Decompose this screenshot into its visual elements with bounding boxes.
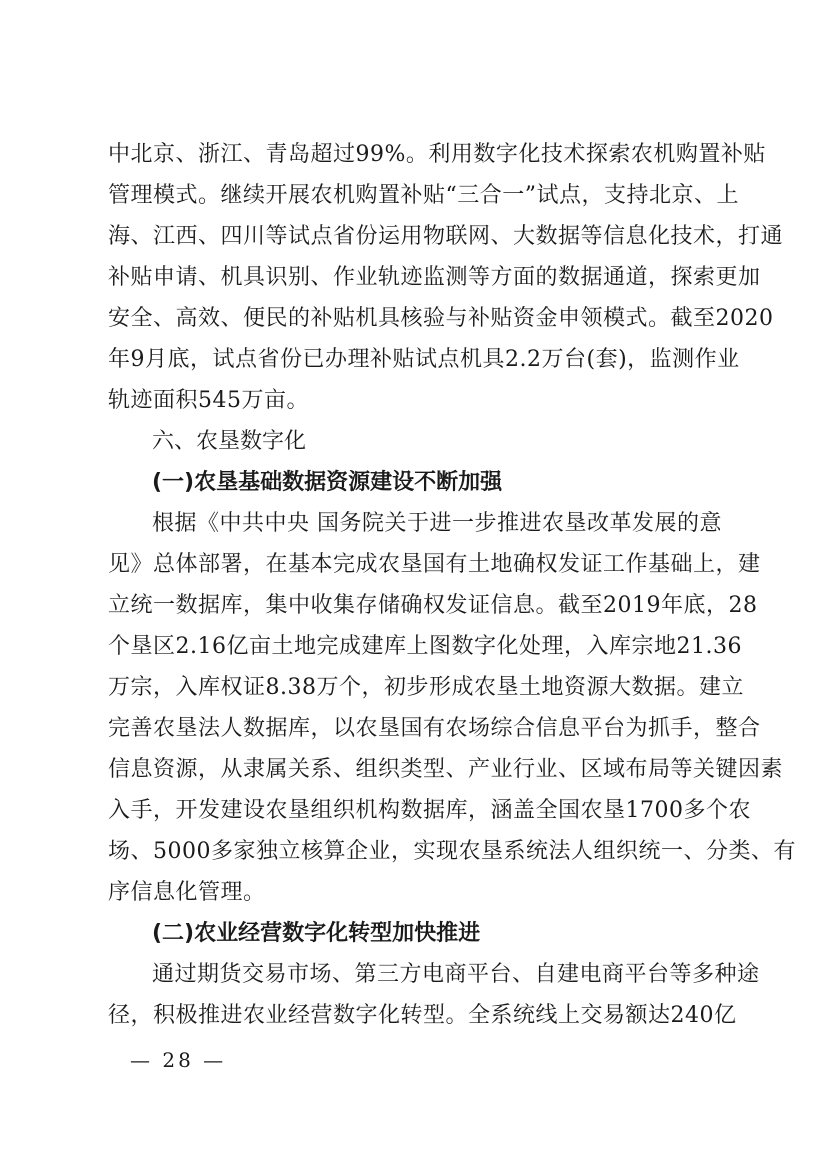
body-line: 个垦区2.16亿亩土地完成建库上图数字化处理，入库宗地21.36 bbox=[108, 634, 742, 659]
body-line: 万宗，入库权证8.38万个，初步形成农垦土地资源大数据。建立 bbox=[108, 675, 744, 700]
body-line: 入手，开发建设农垦组织机构数据库，涵盖全国农垦1700多个农 bbox=[108, 798, 751, 823]
body-line: 补贴申请、机具识别、作业轨迹监测等方面的数据通道，探索更加 bbox=[108, 265, 761, 290]
body-line: 通过期货交易市场、第三方电商平台、自建电商平台等多种途 bbox=[152, 962, 760, 987]
body-line: 管理模式。继续开展农机购置补贴“三合一”试点，支持北京、上 bbox=[108, 183, 739, 208]
page-number: — 28 — bbox=[130, 1048, 227, 1072]
body-line: 序信息化管理。 bbox=[108, 880, 266, 905]
body-line: 安全、高效、便民的补贴机具核验与补贴资金申领模式。截至2020 bbox=[108, 306, 774, 331]
body-line: 年9月底，试点省份已办理补贴试点机具2.2万台(套)，监测作业 bbox=[108, 347, 740, 372]
subsection-heading: (一)农垦基础数据资源建设不断加强 bbox=[152, 470, 503, 495]
section-heading: 六、农垦数字化 bbox=[152, 429, 307, 454]
body-line: 径，积极推进农业经营数字化转型。全系统线上交易额达240亿 bbox=[108, 1003, 737, 1028]
body-line: 场、5000多家独立核算企业，实现农垦系统法人组织统一、分类、有 bbox=[108, 839, 796, 864]
body-line: 轨迹面积545万亩。 bbox=[108, 388, 309, 413]
body-line: 见》总体部署，在基本完成农垦国有土地确权发证工作基础上，建 bbox=[108, 552, 761, 577]
subsection-heading: (二)农业经营数字化转型加快推进 bbox=[152, 921, 481, 946]
page-content bbox=[108, 134, 796, 1036]
body-line: 根据《中共中央 国务院关于进一步推进农垦改革发展的意 bbox=[152, 511, 722, 536]
body-line: 立统一数据库，集中收集存储确权发证信息。截至2019年底，28 bbox=[108, 593, 758, 618]
body-line: 海、江西、四川等试点省份运用物联网、大数据等信息化技术，打通 bbox=[108, 224, 784, 249]
body-line: 完善农垦法人数据库，以农垦国有农场综合信息平台为抓手，整合 bbox=[108, 716, 761, 741]
body-line: 信息资源，从隶属关系、组织类型、产业行业、区域布局等关键因素 bbox=[108, 757, 784, 782]
body-line: 中北京、浙江、青岛超过99%。利用数字化技术探索农机购置补贴 bbox=[108, 142, 766, 167]
